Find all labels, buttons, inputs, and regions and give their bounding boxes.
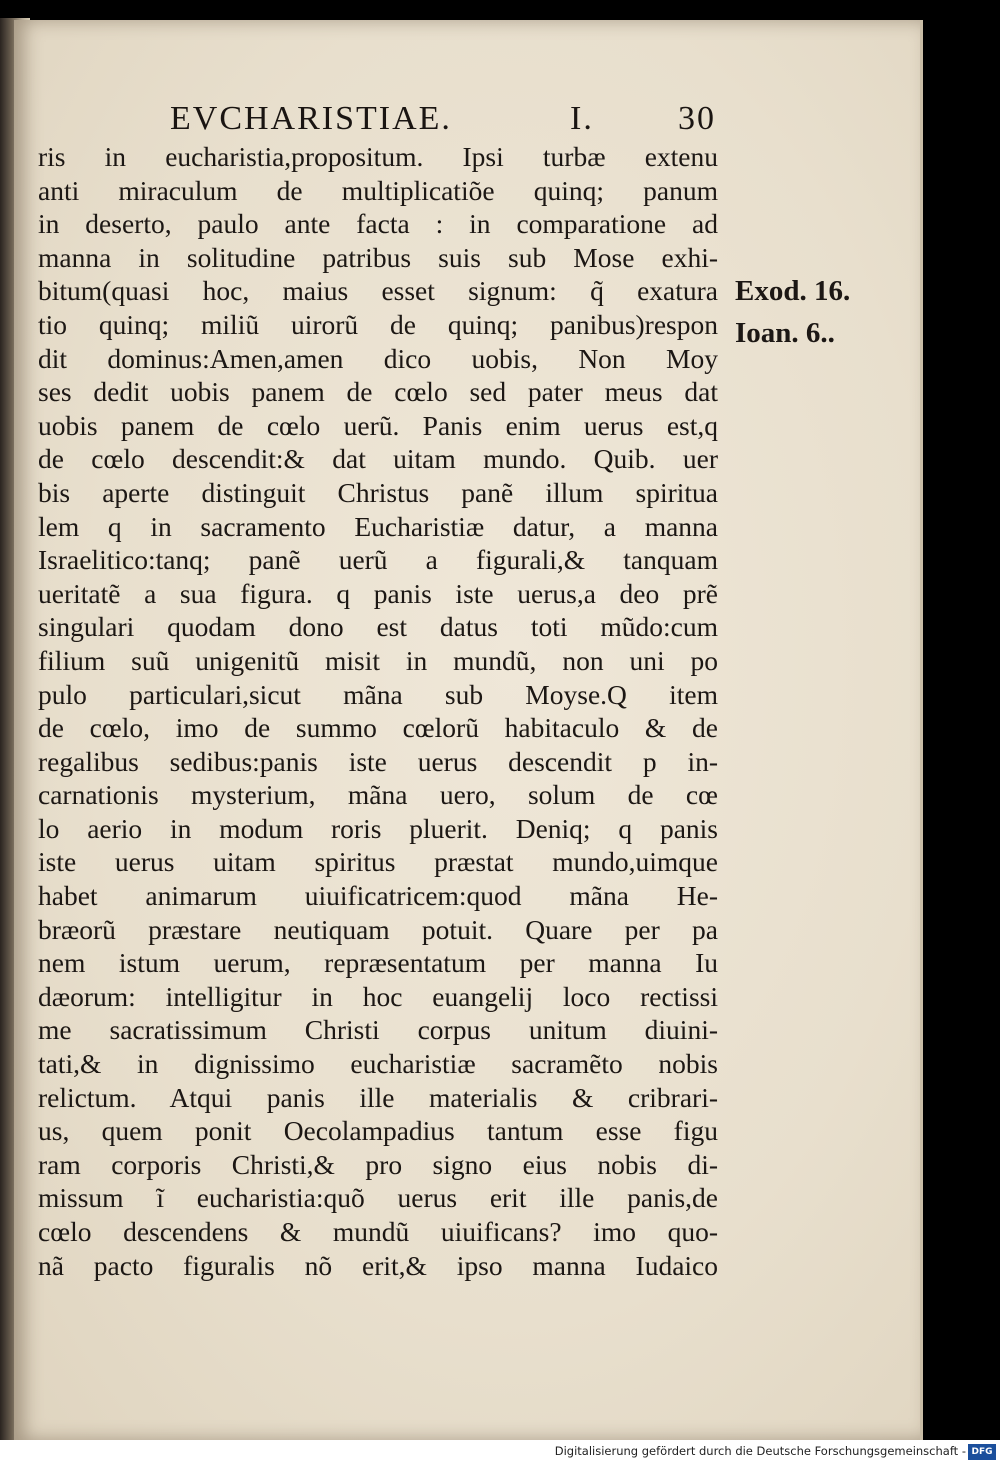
text-line: me sacratissimum Christi corpus unitum diuini- [38, 1014, 718, 1046]
text-line: bræorũ præstare neutiquam potuit. Quare per pa [38, 913, 718, 945]
text-line: habet animarum uiuificatricem:quod mãna He- [38, 880, 718, 912]
page-number: 30 [678, 100, 716, 137]
text-line: bis aperte distinguit Christus panẽ illum spiritua [38, 476, 718, 508]
text-line: ueritatẽ a sua figura. q panis iste uerus,a deo prẽ [38, 577, 718, 609]
running-head-chapter: I. [570, 100, 594, 137]
footer-credit: Digitalisierung gefördert durch die Deutsche Forschungsgemeinschaft - [554, 1444, 966, 1458]
running-head-title: EVCHARISTIAE. [170, 100, 452, 137]
text-line: uobis panem de cœlo uerũ. Panis enim uerus est,q [38, 409, 718, 441]
text-line: missum ĩ eucharistia:quõ uerus erit ille panis,de [38, 1182, 718, 1214]
text-line: bitum(quasi hoc, maius esset signum: q̃ exatura [38, 275, 718, 307]
text-line: in deserto, paulo ante facta : in comparatione ad [38, 208, 718, 240]
text-line: de cœlo descendit:& dat uitam mundo. Quib. uer [38, 443, 718, 475]
text-line: ram corporis Christi,& pro signo eius nobis di- [38, 1148, 718, 1180]
footer-bar [0, 1440, 1000, 1464]
text-line: anti miraculum de multiplicatiõe quinq; panum [38, 174, 718, 206]
text-line: ses dedit uobis panem de cœlo sed pater meus dat [38, 376, 718, 408]
text-line: lo aerio in modum roris pluerit. Deniq; q panis [38, 812, 718, 844]
text-line: manna in solitudine patribus suis sub Mose exhi- [38, 241, 718, 273]
text-line: singulari quodam dono est datus toti mũdo:cum [38, 611, 718, 643]
text-line: dit dominus:Amen,amen dico uobis, Non Moy [38, 342, 718, 374]
margin-note-john: Ioan. 6.. [735, 317, 835, 349]
text-line: lem q in sacramento Eucharistiæ datur, a manna [38, 510, 718, 542]
text-line: us, quem ponit Oecolampadius tantum esse figu [38, 1115, 718, 1147]
text-line: regalibus sedibus:panis iste uerus descendit p in- [38, 745, 718, 777]
text-line: carnationis mysterium, mãna uero, solum de cœ [38, 779, 718, 811]
text-line: ris in eucharistia,propositum. Ipsi turbæ extenu [38, 141, 718, 172]
text-line: relictum. Atqui panis ille materialis & cribrari- [38, 1081, 718, 1113]
text-line: tati,& in dignissimo eucharistiæ sacramẽto nobis [38, 1048, 718, 1080]
text-line: pulo particulari,sicut mãna sub Moyse.Q item [38, 678, 718, 710]
text-line: de cœlo, imo de summo cœlorũ habitaculo & de [38, 712, 718, 744]
margin-note-exodus: Exod. 16. [735, 275, 851, 307]
text-line: nem istum uerum, repræsentatum per manna Iu [38, 947, 718, 979]
text-line: tio quinq; miliũ uirorũ de quinq; panibus)respon [38, 308, 718, 340]
text-line: dæorum: intelligitur in hoc euangelij loco rectissi [38, 980, 718, 1012]
margin-notes [735, 270, 895, 354]
text-line: nã pacto figuralis nõ erit,& ipso manna Iudaico [38, 1249, 718, 1281]
dfg-logo: DFG [968, 1444, 996, 1460]
body-text [38, 140, 718, 1282]
text-line: Israelitico:tanq; panẽ uerũ a figurali,& tanquam [38, 544, 718, 576]
running-head [170, 100, 730, 140]
text-line: iste uerus uitam spiritus præstat mundo,uimque [38, 846, 718, 878]
text-line: cœlo descendens & mundũ uiuificans? imo quo- [38, 1216, 718, 1247]
text-line: filium suũ unigenitũ misit in mundũ, non uni po [38, 644, 718, 676]
